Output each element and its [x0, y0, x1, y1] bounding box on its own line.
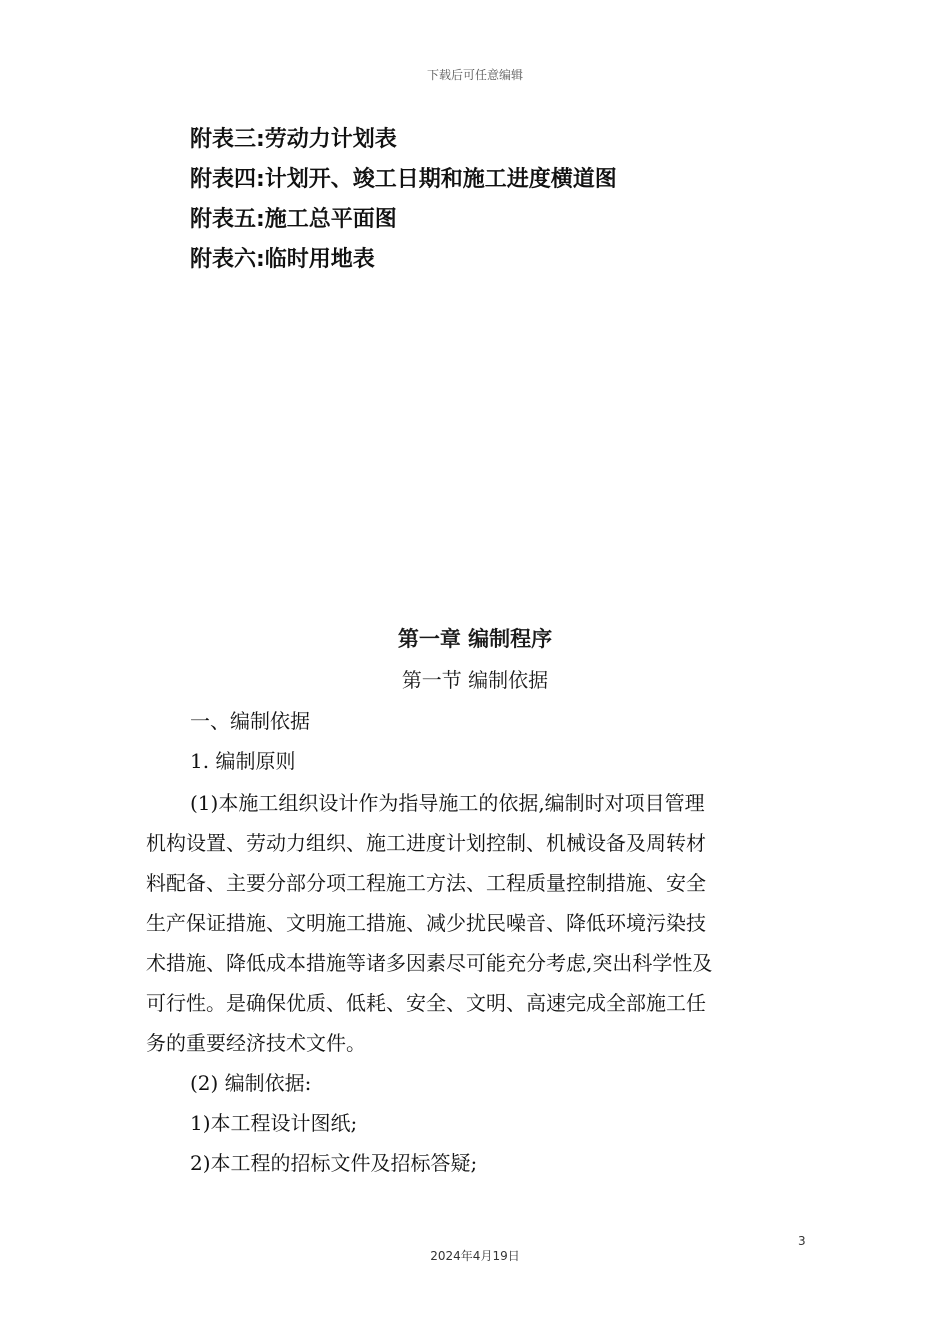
sub-heading: (2) 编制依据: — [190, 1071, 312, 1095]
paragraph-line: 料配备、主要分部分项工程施工方法、工程质量控制措施、安全 — [146, 871, 706, 895]
paragraph-line: 生产保证措施、文明施工措施、减少扰民噪音、降低环境污染技 — [146, 911, 706, 935]
page-header: 下载后可任意编辑 — [426, 68, 523, 82]
paragraph-line: 可行性。是确保优质、低耗、安全、文明、高速完成全部施工任 — [146, 991, 706, 1015]
appendix-item: 附表四:计划开、竣工日期和施工进度横道图 — [190, 167, 617, 192]
body-heading-1: 一、编制依据 — [190, 709, 310, 733]
paragraph-line: 术措施、降低成本措施等诸多因素尽可能充分考虑,突出科学性及 — [146, 951, 713, 975]
appendix-item: 附表六:临时用地表 — [190, 247, 375, 272]
page-number: 3 — [798, 1234, 806, 1248]
appendix-item: 附表三:劳动力计划表 — [190, 127, 397, 152]
list-item: 1)本工程设计图纸; — [190, 1111, 358, 1135]
body-heading-2: 1. 编制原则 — [190, 749, 296, 773]
chapter-title: 第一章 编制程序 — [397, 627, 553, 651]
list-item: 2)本工程的招标文件及招标答疑; — [190, 1151, 478, 1175]
paragraph-line: 务的重要经济技术文件。 — [146, 1031, 366, 1055]
paragraph-line: 机构设置、劳动力组织、施工进度计划控制、机械设备及周转材 — [146, 831, 706, 855]
paragraph-line: (1)本施工组织设计作为指导施工的依据,编制时对项目管理 — [190, 791, 705, 815]
section-title: 第一节 编制依据 — [401, 668, 549, 692]
footer-date: 2024年4月19日 — [430, 1249, 520, 1263]
appendix-item: 附表五:施工总平面图 — [190, 207, 397, 232]
